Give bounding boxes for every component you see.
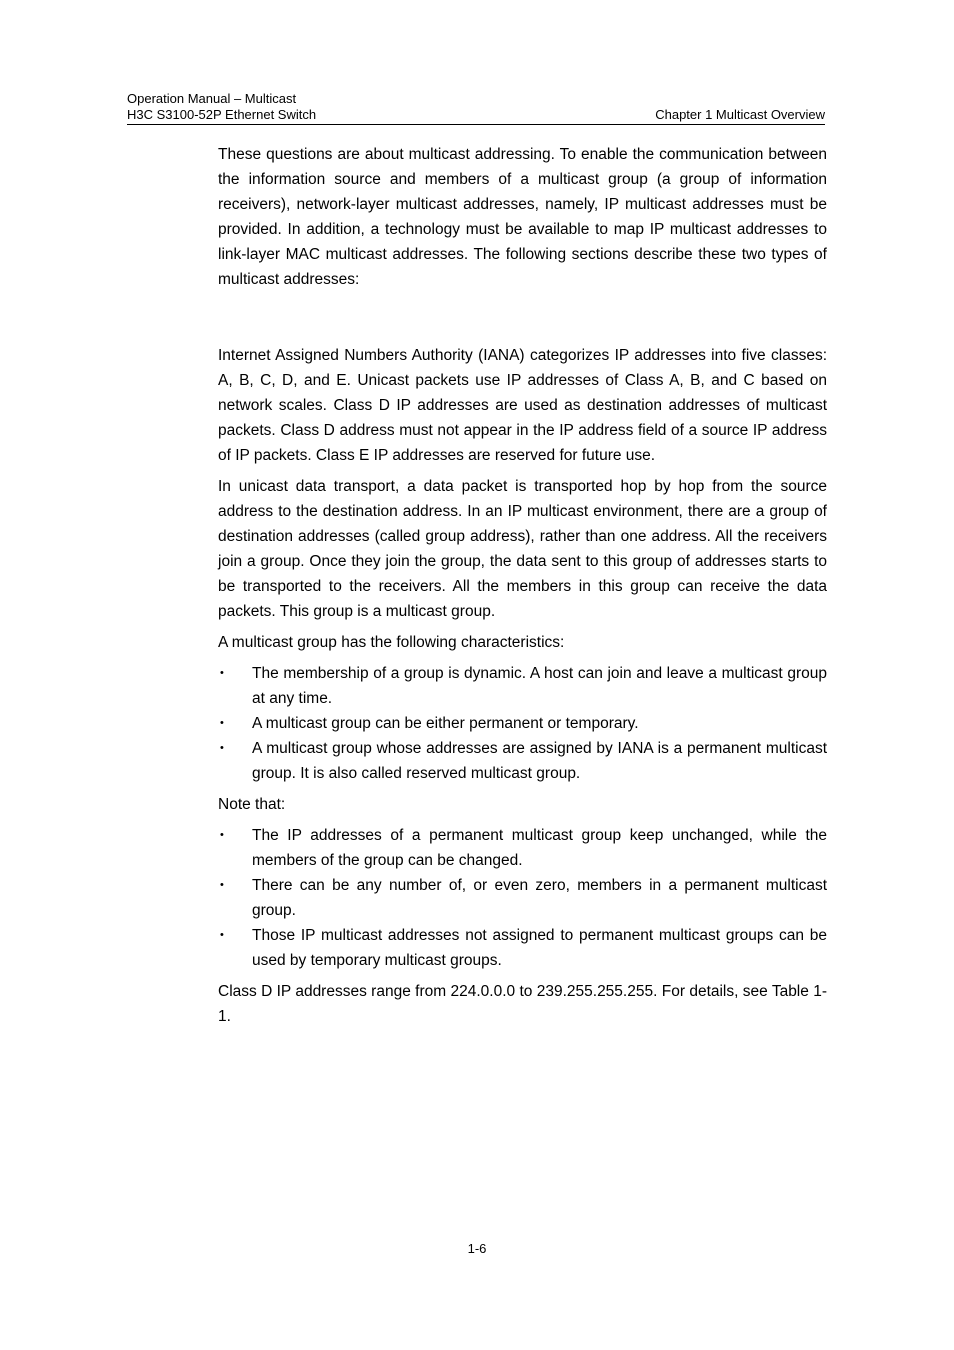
paragraph-range: Class D IP addresses range from 224.0.0.0 to 239.255.255.255. For details, see Table 1-1. — [218, 983, 827, 1025]
list-item-text: There can be any number of, or even zero, members in a permanent multicast group. — [252, 877, 827, 919]
list-item — [218, 823, 827, 873]
characteristics-list — [218, 661, 827, 786]
list-item-text: Those IP multicast addresses not assigned to permanent multicast groups can be used by temporary multicast groups. — [252, 927, 827, 969]
list-item-text: A multicast group whose addresses are assigned by IANA is a permanent multicast group. It is also called reserved multicast group. — [252, 740, 827, 782]
header-chapter: Chapter 1 Multicast Overview — [655, 107, 825, 122]
list-item — [218, 661, 827, 711]
page-number: 1-6 — [467, 1241, 487, 1256]
bullet-icon: • — [220, 717, 224, 729]
bullet-icon: • — [220, 929, 224, 941]
paragraph-intro: These questions are about multicast addressing. To enable the communication between the information source and members of a multicast group (a group of information receivers), network-layer multicast addresses, namely, IP multicast addresses must be provided. In addition, a technology must be available to map IP multicast addresses to link-layer MAC multicast addresses. The following sections describe these two types of multicast addresses: — [218, 146, 827, 288]
list-item — [218, 873, 827, 923]
document-body — [218, 142, 827, 1029]
list-item — [218, 736, 827, 786]
list-item-text: A multicast group can be either permanent or temporary. — [252, 715, 639, 732]
page-header — [127, 91, 825, 125]
header-line-1: Operation Manual – Multicast — [127, 91, 297, 106]
paragraph-characteristics: A multicast group has the following characteristics: — [218, 634, 565, 651]
bullet-icon: • — [220, 742, 224, 754]
bullet-icon: • — [220, 667, 224, 679]
list-item-text: The membership of a group is dynamic. A host can join and leave a multicast group at any time. — [252, 665, 827, 707]
bullet-icon: • — [220, 829, 224, 841]
notes-list — [218, 823, 827, 973]
bullet-icon: • — [220, 879, 224, 891]
list-item — [218, 711, 827, 736]
list-item-text: The IP addresses of a permanent multicast group keep unchanged, while the members of the group can be changed. — [252, 827, 827, 869]
paragraph-unicast: In unicast data transport, a data packet is transported hop by hop from the source address to the destination address. In an IP multicast environment, there are a group of destination addresses (called group address), rather than one address. All the receivers join a group. Once they join the group, the data sent to this group of addresses starts to be transported to the receivers. All the members in this group can receive the data packets. This group is a multicast group. — [218, 478, 827, 620]
paragraph-iana: Internet Assigned Numbers Authority (IANA) categorizes IP addresses into five classes: A, B, C, D, and E. Unicast packets use IP addresses of Class A, B, and C based on network scales. Class D IP addresses are used as destination addresses of multicast packets. Class D address must not appear in the IP address field of a source IP address of IP packets. Class E IP addresses are reserved for future use. — [218, 347, 827, 464]
header-line-2: H3C S3100-52P Ethernet Switch — [127, 107, 317, 122]
list-item — [218, 923, 827, 973]
header-manual-title — [127, 91, 316, 123]
paragraph-note: Note that: — [218, 796, 286, 813]
